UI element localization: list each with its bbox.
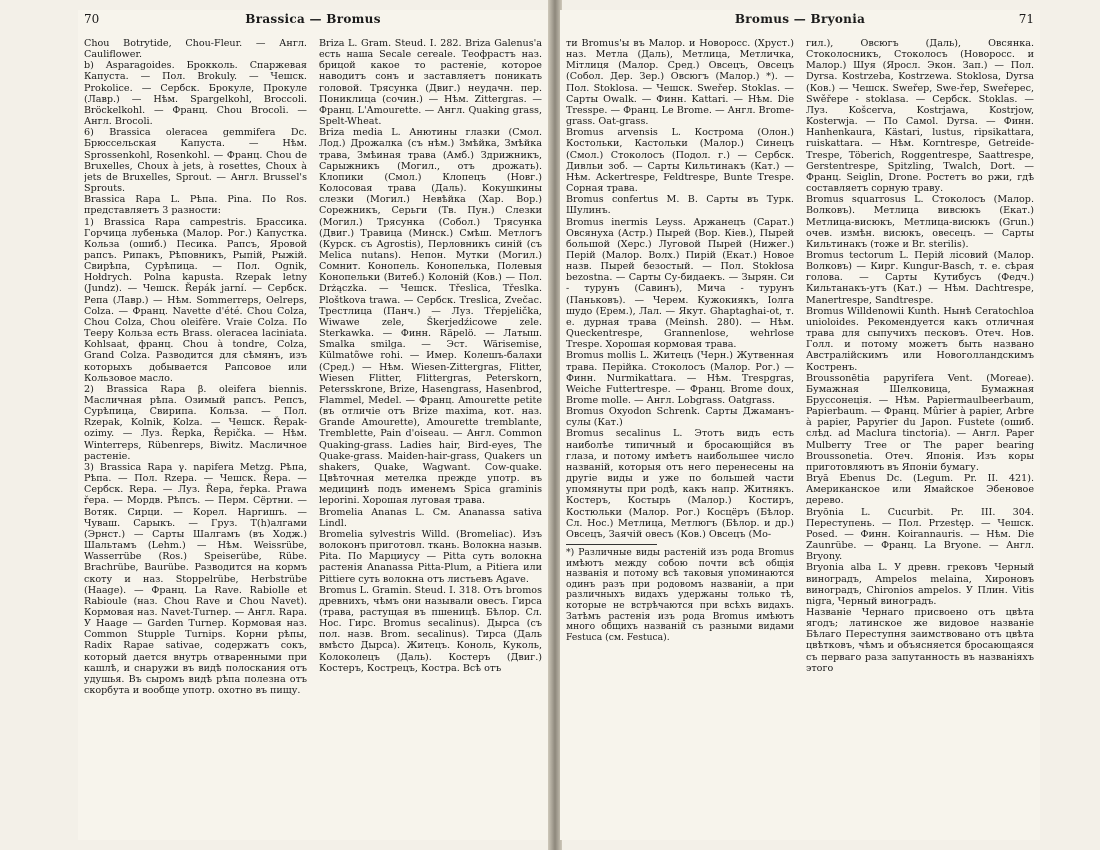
entry-paragraph: Bromus Willdenowii Kunth. Нынѣ Ceratochloa unioloides. Рекомендуется какъ отличная трава для сыпучихъ песковъ. Отеч. Нов. Голл. и потому можетъ быть названо Австралійскимъ или Новоголландскимъ Костренъ. (806, 305, 1034, 373)
left-page-column-1 (84, 38, 307, 836)
left-running-head: Brassica — Bromus (245, 12, 381, 26)
entry-paragraph: Bromelia sylvestris Willd. (Bromeliac). Изъ волоконъ приготовл. ткань. Волокна назыв. Pita. По Марциусу — Pitta суть волокна растенія Ananassa Pitta-Plum, а Pitiera или Pittiere суть волокна отъ листьевъ Agave. (319, 528, 542, 585)
entry-paragraph: ти Bromus'ы въ Малор. и Новоросс. (Хруст.) наз. Метла (Даль), Метлица, Метличка, Мітлиця (Малор. Сред.) Овсецъ, Овсецъ (Собол. Дер. Зер.) Овсюгъ (Малор.) *). — Пол. Stoklosa. — Чешск. Sweřep. Stoklas. — Сарты Owalk. — Финн. Kattari. — Нѣм. Die Tresspe. — Франц. Le Brome. — Англ. Brome-grass. Oat-grass. (566, 38, 794, 128)
entry-paragraph: 3) Brassica Rapa γ. napifera Metzg. Рѣпа, Рѣпа. — Пол. Rzepa. — Чешск. Řepa. — Сербск. Repa. — Луз. Řepa, řepka. Prawa řepa. — Мордв. Рѣпсъ. — Перм. Сёртни. — Вотяк. Сирци. — Корел. Наргишъ. — Чуваш. Сарыкъ. — Груз. Т(h)алгами (Эрнст.) — Сарты Шалгамъ (въ Ходж.) Шальтамъ (Lehm.) — Нѣм. Weissrübe, Wasserrübe (Ros.) Speiserübe, Rübe. Brachrübe, Baurübe. Разводится на кормъ скоту и наз. Stoppelrübe, Herbstrübe (Haage). — Франц. La Rave. Rabiolle et Rabioule (наз. Chou Rave и Chou Navet). Кормовая наз. Navet-Turnep. — Англ. Rapa. У Haage — Garden Turnep. Кормовая наз. Common Stupple Turnips. Корни рѣпы, Radix Rapae sativae, содержатъ сокъ, который дается внутрь отваренными при кашлѣ, и снаружи въ видѣ полоскания отъ удушья. Въ сыромъ видѣ рѣпа полезна отъ скорбута и вообще употр. охотно въ пищу. (84, 461, 307, 697)
entry-paragraph: Briza L. Gram. Steud. I. 282. Briza Galenus'a есть наша Secale cereale. Теофрастъ наз. брицой какое то растеніе, которое наводитъ сонъ и заставляетъ поникать головой. Трясунка (Двиг.) неудачн. пер. Пониклица (сочин.) — Нѣм. Zittergras. — Франц. L'Amourette. — Англ. Quaking grass, Spelt-Wheat. (319, 38, 542, 128)
entry-paragraph: Bryā Ebenus Dc. (Legum. Pr. II. 421). Американское или Ямайское Эбеновое дерево. (806, 473, 1034, 507)
right-page-column-1 (566, 38, 794, 836)
entry-paragraph: b) Asparagoides. Брокколь. Спаржевая Капуста. — Пол. Brokuly. — Чешск. Prokolice. — Сербск. Брокуле, Прокуле (Лавр.) — Нѣм. Spargelkohl, Broccoli. Bröckelkohl. — Франц. Chou Brocoli. — Англ. Brocoli. (84, 60, 307, 128)
entry-paragraph: Bromus secalinus L. Этотъ видъ есть наиболѣе типичный и бросающійся въ глаза, и потому имѣетъ наибольшее число названій, которыя отъ него перенесены на другіе виды и уже по большей части упомянуты при родѣ, какъ напр. Житнякъ. Костеръ, Костырь (Малор.) Костиръ, Костюльки (Малор. Рог.) Косцёръ (Бѣлор. Сл. Нос.) Метлица, Метлюгъ (Бѣлор. и др.) Овсецъ, Заячій овесъ (Ков.) Овсецъ (Мо- (566, 428, 794, 540)
entry-paragraph: Bromelia Ananas L. См. Ananassa sativa Lindl. (319, 506, 542, 529)
entry-paragraph: 2) Brassica Rapa β. oleifera biennis. Масличная рѣпа. Озимый рапсъ. Репсъ, Сурѣпица, Свирипа. Кольза. — Пол. Rzepak, Kolnik, Kolza. — Чешск. Řepak-ozimy. — Луз. Řepka, Řepička. — Нѣм. Winterreps, Rübenreps, Biwitz. Масличное растеніе. (84, 383, 307, 462)
entry-paragraph: Brassica Rapa L. Рѣпа. Pina. По Ros. представляетъ 3 разности: (84, 194, 307, 217)
entry-paragraph: Broussonētia papyrifera Vent. (Moreae). Бумажная Шелковица, Бумажная Бруссонеція. — Нѣм. Papiermaulbeerbaum, Papierbaum. — Франц. Mûrier à papier, Arbre à papier, Papyrier du Japon. Fustete (ошиб. слѣд. ad Maclura tinctoria). — Англ. Paper Mulberry Tree or The paper bearing Broussonetia. Отеч. Японія. Изъ коры приготовляютъ въ Японіи бумагу. (806, 372, 1034, 473)
entry-paragraph: Bryonia alba L. У древн. грековъ Черный виноградъ, Ampelos melaina, Хироновъ виноградъ, Chironios ampelos. У Плин. Vitis nigra, Черный виноградъ. (806, 562, 1034, 607)
entry-paragraph: Chou Botrytide, Chou-Fleur. — Англ. Cauliflower. (84, 38, 307, 61)
footnote: *) Различные виды растеній изъ рода Bromus имѣютъ между собою почти всѣ общія названія и потому всѣ таковыя упоминаются одинъ разъ при родовомъ названіи, а при различныхъ видахъ удержаны только тѣ, которые не встрѣчаются при всѣхъ видахъ. Затѣмъ растенія изъ рода Bromus имѣютъ много общихъ названій съ разными видами Festuca (см. Festuca). (566, 547, 794, 643)
left-page-header (78, 10, 548, 32)
entry-paragraph: Названіе Чернаго присвоено отъ цвѣта ягодъ; латинское же видовое названіе Бѣлаго Переступня заимствовано отъ цвѣта цвѣтковъ, чѣмъ и объясняется бросающаяся съ перваго раза запутанность въ названіяхъ этого (806, 606, 1034, 674)
entry-paragraph: 6) Brassica oleracea gemmifera Dc. Брюссельская Капуста. — Нѣм. Sprossenkohl, Rosenkohl. — Франц. Chou de Bruxelles, Choux à jets, à rosettes, Choux à jets de Bruxelles, Sprout. — Англ. Brussel's Sprouts. (84, 127, 307, 195)
footnote-rule (566, 544, 657, 545)
entry-paragraph: Bromus confertus M. B. Сарты въ Турк. Шулинъ. (566, 194, 794, 217)
right-running-head: Bromus — Bryonia (734, 12, 866, 26)
entry-paragraph: Briza media L. Анютины глазки (Смол. Лод.) Дрожалка (съ нѣм.) Змѣйка, Змѣйка трава, Змѣиная трава (Амб.) Здрижникъ, Сарыжникъ (Могил., отъ дрожать). Клопики (Смол.) Клопецъ (Новг.) Колосовая трава (Даль). Кокушкины слезки (Могил.) Невѣйка (Хар. Вор.) Сорежникъ, Серьги (Тв. Пун.) Слезки (Могил.) Трясунка (Собол.) Трясунка (Двиг.) Травица (Минск.) Смѣш. Метлогъ (Курск. съ Agrostis), Перловникъ синій (съ Melica nutans). Непон. Мутки (Могил.) Сомнит. Конопель. Конопелька, Полевыя Конопельки (Витеб.) Колоній (Ков.) — Пол. Drżączka. — Чешск. Třeslica, Třeslka. Ploštkova trawa. — Сербск. Treslica, Zvečac. Трестлица (Панч.) — Луз. Třepjelička, Wiwawe zele, Škerjedźicowe zele. Sterkawka. — Финн. Räpelö. — Латыш. Smalka smilga. — Эст. Wärisemise, Külmatõwe rohi. — Имер. Колешъ-балахи (Сред.) — Нѣм. Wiesen-Zittergras, Flitter, Wiesen Flitter, Flittergras, Peterskorn, Petersskrone, Brize, Hasengrass, Hasenbrod, Flammel, Medel. — Франц. Amourette petite (въ отличіе отъ Brize maxima, кот. наз. Grande Amourette), Amourette tremblante, Tremblette, Pain d'oiseau. — Англ. Common Quaking-grass. Ladies hair, Bird-eyes, The Quake-grass. Maiden-hair-grass, Quakers un shakers, Quake, Wagwant. Cow-quake. Цвѣточная метелка прежде употр. въ медицинѣ подъ именемъ Spica graminis leporini. Хорошая луговая трава. (319, 127, 542, 507)
entry-paragraph: 1) Brassica Rapa campestris. Брассика. Горчица лубенька (Малор. Рог.) Капустка. Кольза (ошиб.) Песика. Рапсъ, Яровой рапсъ. Рипакъ, Рѣповникъ, Рыпій, Рыжій. Свирѣпа, Сурѣпица. — Пол. Ognik, Hołdrych. Polna kapusta. Rzepak letny (Jundz). — Чешск. Řepák jarní. — Сербск. Репа (Лавр.) — Нѣм. Sommerreps, Oelreps, Colza. — Франц. Navette d'été. Chou Colza, Chou Colza, Chou oleifère. Vraie Colza. По Тееру Кольза есть Brass. oleracea laciniata. Kohlsaat, франц. Chou à tondre, Colza, Grand Colza. Разводится для сѣмянъ, изъ которыхъ добывается Рапсовое или Кользовое масло. (84, 216, 307, 384)
entry-paragraph: Bromus inermis Leyss. Аржанецъ (Сарат.) Овсянуха (Астр.) Пырей (Вор. Кіев.), Пырей большой (Херс.) Луговой Пырей (Нижег.) Перій (Малор. Волх.) Пирій (Екат.) Новое назв. Пырей безостый. — Пол. Stokłosa bezostna. — Сарты Су-бидаекъ. — Зырян. Си - турунъ (Савинъ), Мича - турунъ (Паньковъ). — Черем. Кужокиякъ, Iолга шудо (Ерем.), Лал. — Якут. Ghaptaghai-ot, т. е. дурная трава (Meinsh. 280). — Нѣм. Queckentrespe, Grannenlose, wehrlose Trespe. Хорошая кормовая трава. (566, 216, 794, 351)
right-page (560, 10, 1040, 840)
left-page-number: 70 (84, 12, 100, 26)
entry-paragraph: Bromus mollis L. Житецъ (Черн.) Жутвенная трава. Перійка. Стоколосъ (Малор. Рог.) — Финн. Nurmikattara. — Нѣм. Trespgras, Weiche Futtertrespe. — Франц. Brome doux, Brome molle. — Англ. Lobgrass. Oatgrass. (566, 350, 794, 406)
left-page (78, 10, 548, 840)
right-page-column-2 (806, 38, 1034, 836)
entry-paragraph: гил.), Овсюгъ (Даль), Овсянка. Стоколосникъ, Стоколосъ (Новоросс. и Малор.) Шуя (Яросл. Экон. Зап.) — Пол. Dyrsa. Kostrzeba, Kostrzewa. Stoklosa, Dyrsa (Ков.) — Чешск. Sweřep, Swe-řep, Sweřepec, Swěřepe - stoklasa. — Сербск. Stoklas. — Луз. Košcerva, Kostrjawa, Kostrjow, Kosterwja. — По Самоl. Dyrsa. — Финн. Hanhenkaura, Kästari, lustus, ripsikattara, ruiskattara. — Нѣм. Korntrespe, Getreide-Trespe, Töberich, Roggentrespe, Saattrespe, Gerstentrespe, Spitzling, Twalch, Dort. — Франц. Seiglin, Drone. Ростетъ во ржи, гдѣ составляетъ сорную траву. (806, 38, 1034, 195)
right-page-header (560, 10, 1040, 32)
left-page-column-2 (319, 38, 542, 836)
right-page-number: 71 (1018, 12, 1034, 26)
entry-paragraph: Bromus L. Gramin. Steud. I. 318. Отъ bromos древнихъ, чѣмъ они называли овесъ. Гирса (трава, растущая въ пшеницѣ. Бѣлор. Сл. Нос. Гирс. Bromus secalinus). Дырса (съ пол. назв. Brom. secalinus). Тирса (Даль вмѣсто Дырса). Житецъ. Коноль, Куколь, Колоколецъ (Даль). Костеръ (Двиг.) Костеръ, Кострецъ, Костра. Всѣ отъ (319, 584, 542, 674)
entry-paragraph: Bromus Oxyodon Schrenk. Сарты Джаманъ-сулы (Кат.) (566, 406, 794, 429)
entry-paragraph: Bryōnia L. Cucurbit. Pr. III. 304. Переступень. — Пол. Przestęp. — Чешск. Posed. — Финн. Koirannauris. — Нѣм. Die Zaunrübe. — Франц. La Bryone. — Англ. Bryony. (806, 506, 1034, 563)
entry-paragraph: Bromus arvensis L. Кострома (Олон.) Костольки, Кастольки (Малор.) Синецъ (Смол.) Стоколосъ (Подол. г.) — Сербск. Дивльи зоб. — Сарты Кильтинакъ (Кат.) — Нѣм. Ackertrespe, Feldtrespe, Bunte Trespe. Сорная трава. (566, 127, 794, 195)
entry-paragraph: Bromus squarrosus L. Стоколосъ (Малор. Волковъ). Метлица вивсюкъ (Екат.) Метлица-висюкъ, Метлица-висюкъ (Grun.) очев. измѣн. висюкъ, овесецъ. — Сарты Кильтинакъ (тоже и Br. sterilis). (806, 194, 1034, 250)
entry-paragraph: Bromus tectorum L. Перій лісовий (Малор. Волковъ) — Кирг. Kungur-Basch, т. е. сѣрая голова. — Сарты Кутибусъ (Федч.) Кильтанакъ-утъ (Кат.) — Нѣм. Dachtrespe, Manertrespe, Sandtrespe. (806, 249, 1034, 306)
